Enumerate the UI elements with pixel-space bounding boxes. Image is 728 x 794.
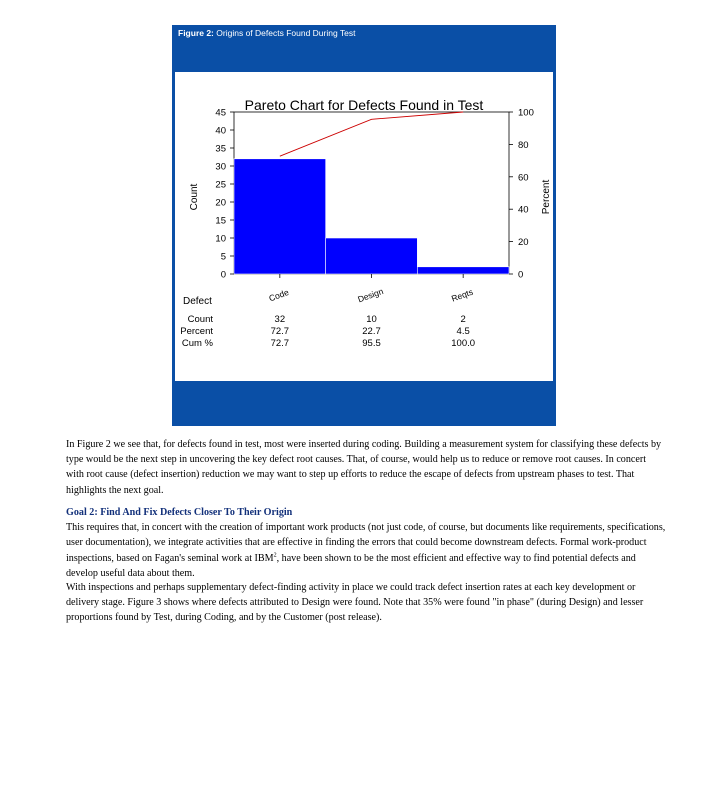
table-cell: 4.5 <box>456 326 470 337</box>
y-tick-label: 10 <box>215 233 226 245</box>
y-tick-label: 25 <box>215 179 226 191</box>
cumulative-percent-line <box>280 112 463 156</box>
paragraph-1 <box>66 437 666 498</box>
x-tick-label-code: Code <box>267 287 291 304</box>
figure-caption-label: Figure 2: <box>178 28 214 38</box>
table-cell: 10 <box>366 314 377 325</box>
y2-tick-label: 0 <box>518 269 524 281</box>
chart-svg <box>175 72 553 381</box>
paragraph-1-text: In Figure 2 we see that, for defects found in test, most were inserted during coding. Building a measurement system for classifying these defects by type would be the next step in uncovering the key defect root causes. That, of course, would help us to reduce or remove root causes. In concert with root cause (defect insertion) reduction we may want to step up efforts to reduce the escape of defects from upstream phases to test. That highlights the next goal. <box>66 439 662 496</box>
table-cell: 95.5 <box>362 338 381 349</box>
y2-tick-label: 100 <box>518 107 534 119</box>
figure-panel <box>172 25 556 426</box>
y-tick-label: 40 <box>215 125 226 137</box>
table-cell: 32 <box>274 314 286 325</box>
paragraph-2-text-b: , have been shown to be the most efficient and effective way to find potential defects and develop useful data about them. <box>66 552 636 579</box>
figure-caption <box>178 28 356 38</box>
y-tick-label: 35 <box>215 143 226 155</box>
table-cell: 72.7 <box>270 326 290 337</box>
pareto-chart <box>175 72 553 381</box>
goal-2-heading: Goal 2: Find And Fix Defects Closer To Their Origin <box>66 507 293 518</box>
y-tick-label: 30 <box>215 161 226 173</box>
figure-caption-text: Origins of Defects Found During Test <box>216 28 356 38</box>
y2-axis-label: Percent <box>541 179 552 215</box>
y-tick-label: 15 <box>215 215 226 227</box>
paragraph-3-text: With inspections and perhaps supplementary defect-finding activity in place we could track defect insertion rates at each key development or delivery stage. Figure 3 shows where defects attributed to Design were found. Note that 35% were found "in phase" (during Design) and lesser proportions found by Test, during Coding, and by the Customer (post release). <box>66 582 644 624</box>
y-tick-label: 45 <box>215 107 226 119</box>
y-tick-label: 5 <box>220 251 226 263</box>
y-axis-label: Count <box>189 183 200 211</box>
x-tick-label-reqts: Reqts <box>449 286 475 304</box>
table-row-label: Percent <box>180 326 213 337</box>
data-table <box>180 296 475 349</box>
bar-reqts <box>417 267 509 274</box>
y2-tick-label: 60 <box>518 172 529 184</box>
paragraph-3 <box>66 580 666 626</box>
table-cell: 72.7 <box>270 338 290 349</box>
chart-title: Pareto Chart for Defects Found in Test <box>244 97 484 113</box>
y-tick-label: 20 <box>215 197 226 209</box>
table-row-label: Cum % <box>181 338 213 349</box>
table-cell: 100.0 <box>451 338 476 349</box>
table-header: Defect <box>183 296 212 307</box>
table-cell: 2 <box>460 314 466 325</box>
bar-code <box>234 159 326 274</box>
bar-design <box>326 238 418 274</box>
plot-area <box>215 108 533 305</box>
footnote-ref: 2 <box>273 552 277 559</box>
goal-2-section <box>66 505 666 581</box>
x-tick-label-design: Design <box>356 285 385 305</box>
y2-tick-label: 20 <box>518 237 529 249</box>
paragraph-2 <box>66 520 666 581</box>
paragraph-2-text-a: This requires that, in concert with the creation of important work products (not just code, of course, but documents like requirements, specifications, user documentation), we integrate activities that are effective in finding the errors that could become downstream defects. Formal work-product inspections, based on Fagan's seminal work at IBM <box>66 522 666 564</box>
y2-tick-label: 40 <box>518 204 529 216</box>
y2-tick-label: 80 <box>518 139 529 151</box>
table-cell: 22.7 <box>362 326 381 337</box>
table-row-label: Count <box>187 314 213 325</box>
y-tick-label: 0 <box>220 269 226 281</box>
